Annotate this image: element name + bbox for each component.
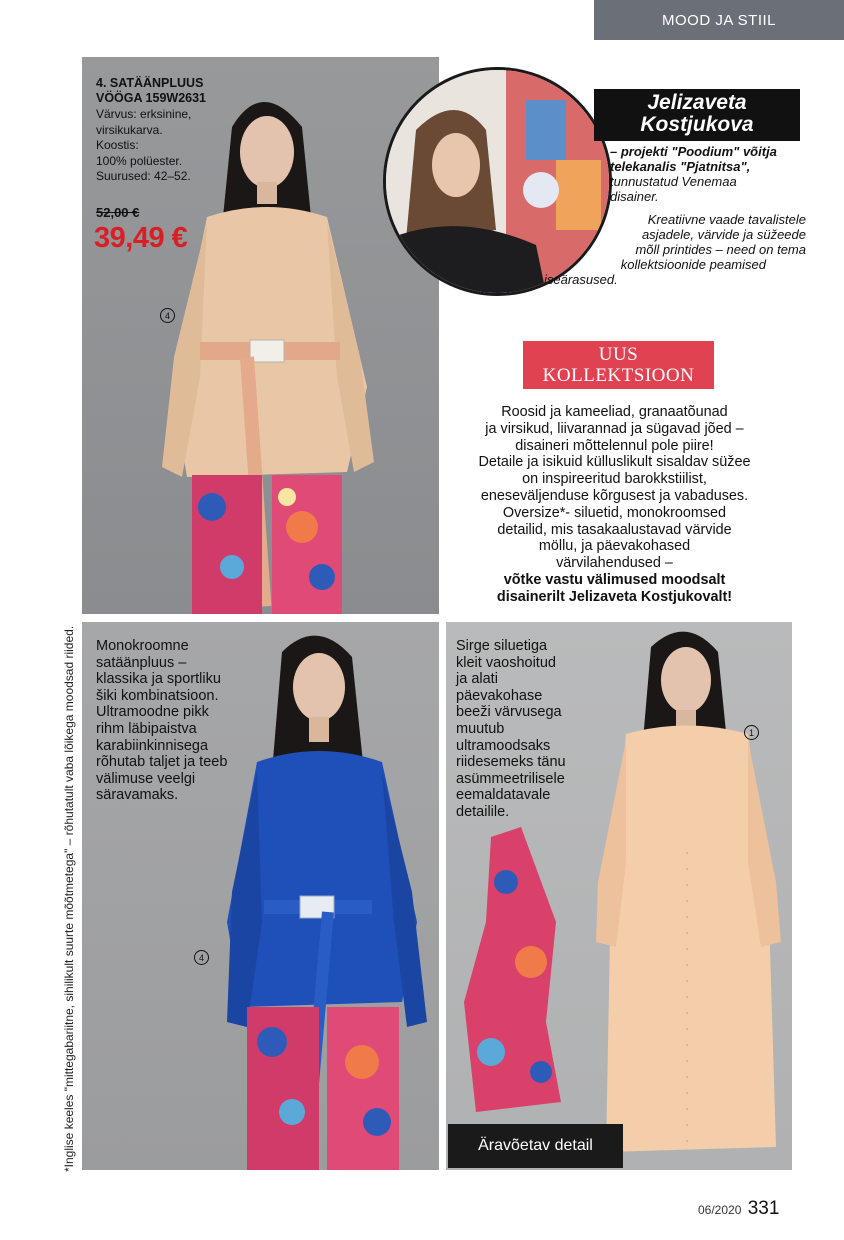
caption-line: eemaldatavale	[456, 787, 551, 804]
badge-line2: KOLLEKTSIOON	[542, 365, 695, 386]
designer-name-line1: Jelizaveta	[647, 91, 747, 114]
caption-line: Monokroomne	[96, 638, 189, 654]
body-line: Detaile ja isikuid külluslikult sisaldav süžee	[478, 454, 751, 471]
product-composition: 100% polüester.	[96, 153, 183, 168]
designer-desc-1: tunnustatud Venemaa	[610, 174, 737, 189]
new-price: 39,49 €	[94, 222, 188, 254]
product-composition-label: Koostis:	[96, 138, 139, 152]
caption-line: karabiinkinnisega	[96, 737, 209, 754]
new-collection-badge	[523, 341, 714, 389]
caption-line: asümmeetrilisele	[456, 770, 565, 787]
section-tab: MOOD JA STIIL	[594, 0, 844, 40]
body-line: ja virsikud, liivarannad ja sügavad jõed –	[485, 420, 744, 437]
body-line: möllu, ja päevakohased	[538, 538, 691, 555]
caption-line: Sirge siluetiga	[456, 638, 548, 654]
caption-line: detailile.	[456, 803, 510, 820]
body-line: värvilahendused –	[556, 555, 673, 572]
body-line: Roosid ja kameeliad, granaatõunad	[501, 404, 728, 420]
issue-date: 06/2020	[698, 1203, 742, 1217]
caption-blue-blouse	[96, 638, 271, 804]
designer-quote-line: mõll printides – need on tema	[635, 242, 806, 257]
caption-line: ultramoodsaks	[456, 737, 551, 754]
footnote: *Inglise keeles "mittegabariitne, sihilikult suurte mõõtmetega" – rõhutatult vaba lõikega moodsad riided.	[62, 625, 76, 1172]
caption-line: rõhutab taljet ja teeb	[96, 754, 228, 771]
caption-line: välimuse veelgi	[96, 770, 196, 787]
caption-line: päevakohase	[456, 687, 543, 704]
product-sizes: Suurused: 42–52.	[96, 169, 191, 183]
product-info	[96, 107, 246, 185]
item-marker-top-left: 4	[160, 308, 175, 323]
product-color-2: virsikukarva.	[96, 122, 163, 137]
designer-quote-line: kollektsioonide peamised	[620, 257, 766, 272]
badge-line1: UUS	[598, 344, 639, 365]
body-strong-line: võtke vastu välimused moodsalt	[503, 571, 726, 588]
article-body	[446, 404, 783, 606]
caption-line: klassika ja sportliku	[96, 671, 221, 688]
body-line: detailid, mis tasakaalustavad värvide	[497, 521, 732, 538]
caption-line: beeži värvusega	[456, 704, 562, 721]
designer-quote	[510, 212, 806, 287]
body-line: eneseväljenduse kõrgusest ja vabaduses.	[480, 487, 749, 504]
body-line: on inspireeritud barokkstiilist,	[522, 471, 707, 488]
designer-name-box	[594, 89, 800, 141]
designer-desc-2: disainer.	[610, 189, 659, 204]
designer-desc-bold-1: – projekti "Poodium" võitja	[610, 144, 777, 159]
product-name-line2: VÖÖGA 159W2631	[96, 91, 207, 105]
body-line: Oversize*- siluetid, monokroomsed	[502, 504, 727, 521]
designer-quote-line: iseärasused.	[544, 272, 618, 287]
item-marker-bottom-left: 4	[194, 950, 209, 965]
caption-line: satäänpluus –	[96, 654, 187, 671]
caption-beige-dress	[456, 638, 591, 821]
designer-desc-bold-2: telekanalis "Pjatnitsa",	[610, 159, 751, 174]
caption-line: Ultramoodne pikk	[96, 704, 209, 721]
caption-line: šiki kombinatsioon.	[96, 687, 219, 704]
caption-line: riidesemeks tänu	[456, 754, 566, 771]
page-footer	[698, 1198, 779, 1220]
item-marker-bottom-right: 1	[744, 725, 759, 740]
caption-line: rihm läbipaistva	[96, 720, 197, 737]
product-name	[96, 76, 206, 106]
product-color: Värvus: erksinine,	[96, 107, 192, 121]
page-number: 331	[747, 1198, 780, 1219]
caption-line: muutub	[456, 720, 505, 737]
caption-line: kleit vaoshoitud	[456, 654, 556, 671]
removable-detail-label: Äravõetav detail	[448, 1124, 623, 1168]
caption-line: säravamaks.	[96, 787, 179, 804]
old-price: 52,00 €	[96, 205, 140, 220]
product-name-line1: 4. SATÄÄNPLUUS	[96, 76, 204, 90]
designer-quote-line: asjadele, värvide ja süžeede	[641, 227, 806, 242]
designer-description	[540, 144, 805, 204]
designer-quote-line: Kreatiivne vaade tavalistele	[647, 212, 806, 227]
designer-name-line2: Kostjukova	[640, 113, 754, 136]
body-line: disaineri mõttelennul pole piire!	[515, 437, 714, 454]
body-strong-line: disainerilt Jelizaveta Kostjukovalt!	[496, 588, 733, 605]
caption-line: ja alati	[456, 671, 498, 688]
